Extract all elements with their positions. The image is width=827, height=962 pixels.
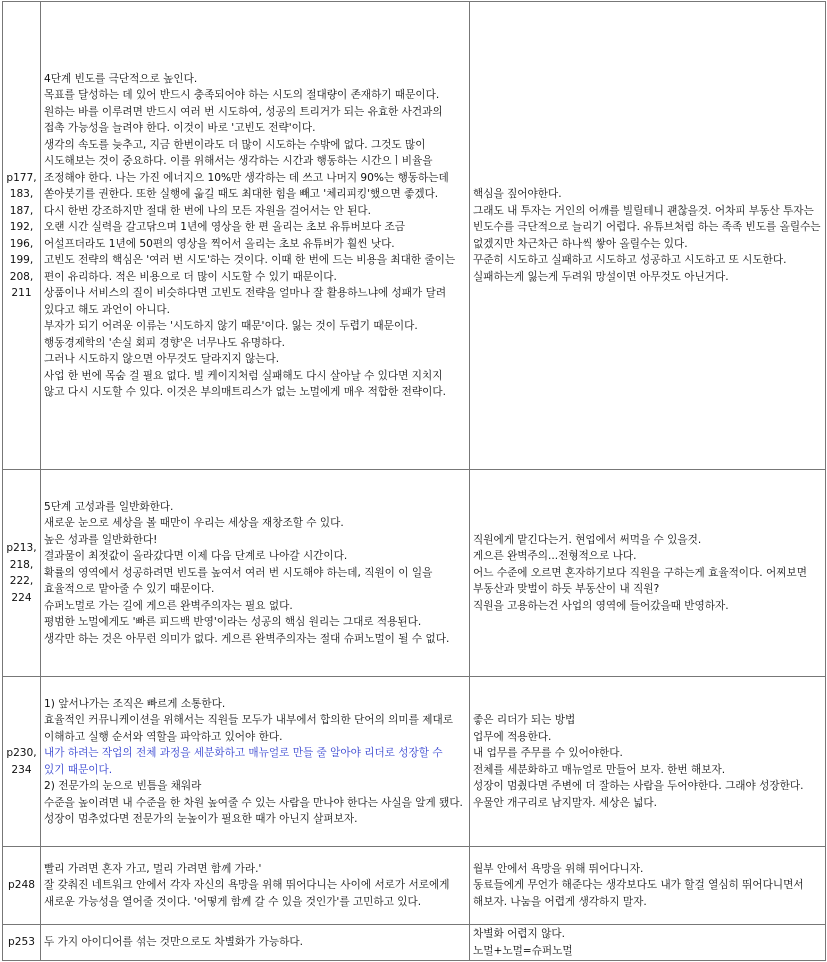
quote-line: 목표를 달성하는 데 있어 반드시 충족되어야 하는 시도의 절대량이 존재하기 때문이다.	[44, 89, 440, 101]
quote-line: 효율적인 커뮤니케이션을 위해서는 직원들 모두가 내부에서 합의한 단어의 의미를 제대로 이해하고 실행 순서와 역할을 파악하고 있어야 한다.	[44, 714, 453, 743]
quote-cell	[41, 677, 470, 847]
quote-cell	[41, 847, 470, 925]
note-cell	[470, 677, 826, 847]
quote-line: 빨리 가려면 혼자 가고, 멀리 가려면 함께 가라.'	[44, 862, 262, 875]
quote-cell	[41, 470, 470, 677]
quote-line: 높은 성과를 일반화한다!	[44, 533, 158, 546]
note-cell	[470, 847, 826, 925]
quote-line: 수준을 높이려면 내 수준을 한 차원 높여줄 수 있는 사람을 만나야 한다는 사실을 알게 됐다.	[44, 796, 463, 809]
page-ref-cell: p177, 183, 187, 192, 196, 199, 208, 211	[3, 2, 41, 470]
quote-line: 잘 갖춰진 네트워크 안에서 각자 자신의 욕망을 위해 뛰어다니는 사이에 서로가 서로에게 새로운 가능성을 열어줄 것이다. '어떻게 함께 갈 수 있을 것인가'를 고민하고 있다.	[44, 879, 450, 908]
quote-line: 평범한 노멀에게도 '빠른 피드백 반영'이라는 성공의 핵심 원리는 그대로 적용된다.	[44, 616, 422, 629]
note-line: 게으른 완벽주의...전형적으로 나다.	[473, 550, 637, 563]
quote-line: 다시 한번 강조하지만 절대 한 번에 나의 모든 자원을 걸어서는 안 된다.	[44, 204, 371, 217]
table-row	[3, 847, 826, 925]
note-cell	[470, 925, 826, 961]
quote-line: 생각만 하는 것은 아무런 의미가 없다. 게으른 완벽주의자는 절대 슈퍼노멀이 될 수 없다.	[44, 632, 450, 645]
note-line: 핵심을 짚어야한다.	[473, 188, 562, 200]
highlighted-quote-line: 내가 하려는 작업의 전체 과정을 세분화하고 매뉴얼로 만들 줄 알아야 리더로 성장할 수 있기 때문이다.	[44, 747, 443, 776]
quote-line: 성장이 멈추었다면 전문가의 눈높이가 필요한 때가 아닌지 살펴보자.	[44, 813, 358, 825]
quote-cell	[41, 925, 470, 961]
note-cell	[470, 2, 826, 470]
note-line: 꾸준히 시도하고 실패하고 시도하고 성공하고 시도하고 또 시도한다.	[473, 254, 787, 266]
quote-line: 상품이나 서비스의 질이 비슷하다면 고빈도 전략을 얼마나 잘 활용하느냐에 성패가 달려 있다고 해도 과언이 아니다.	[44, 287, 447, 316]
note-line: 직원을 고용하는건 사업의 영역에 들어갔을때 반영하자.	[473, 599, 729, 612]
note-line: 직원에게 맡긴다는거. 현업에서 써먹을 수 있을것.	[473, 533, 702, 546]
note-line: 월부 안에서 욕망을 위해 뛰어다니자.	[473, 862, 644, 875]
page-ref-cell: p253	[3, 925, 41, 961]
table-row	[3, 925, 826, 961]
quote-line: 사업 한 번에 목숨 걸 필요 없다. 빌 케이지처럼 실패해도 다시 살아날 수 있다면 지치지 않고 다시 시도할 수 있다. 이것은 부의매트리스가 없는 노멀에게 매우 적합한 전략이다.	[44, 369, 446, 398]
quote-line: 생각의 속도를 늦추고, 지금 한번이라도 더 많이 시도하는 수밖에 없다. 그것도 많이 시도해보는 것이 중요하다. 이를 위해서는 생각하는 시간과 행동하는 시간으ㅣ비율을 조정해야 한다. 나는 가진 에너지으 10%만 생각하는 데 쓰고 나머지 90%는 행동하는데 쏟아붓기를 권한다. 또한 실행에 옮길 때도 최대한 힘을 빼고 '체리피킹'했으면 좋겠다.	[44, 138, 449, 200]
note-cell	[470, 470, 826, 677]
quote-line: 2) 전문가의 눈으로 빈틈을 채워라	[44, 780, 202, 792]
quote-line: 결과물이 최젓값이 올라갔다면 이제 다음 단계로 나아갈 시간이다.	[44, 550, 348, 563]
note-line: 업무에 적용한다.	[473, 730, 552, 743]
page-ref-cell: p248	[3, 847, 41, 925]
quote-line: 확률의 영역에서 성공하려면 빈도를 높여서 여러 번 시도해야 하는데, 직원이 이 일을 효율적으로 맡아줄 수 있기 때문이다.	[44, 566, 433, 596]
note-line: 그래도 내 투자는 거인의 어깨를 빌릴테니 괜찮을것. 어차피 부동산 투자는 빈도수를 극단적으로 늘리기 어렵다. 유튜브처럼 하는 족족 빈도를 올릴수는 없겠지만 차근차근 하나씩 쌓아 올릴수는 있다.	[473, 204, 821, 250]
quote-line: 두 가지 아이디어를 섞는 것만으로도 차별화가 가능하다.	[44, 936, 303, 949]
note-line: 좋은 리더가 되는 방법	[473, 714, 576, 726]
note-line: 어느 수준에 오르면 혼자하기보다 직원을 구하는게 효율적이다. 어찌보면 부동산과 맞벌이 하듯 부동산이 내 직원?	[473, 566, 807, 596]
table-row	[3, 677, 826, 847]
reading-notes-table	[2, 1, 826, 961]
note-line: 동료들에게 무언가 해준다는 생각보다도 내가 할걸 열심히 뛰어다니면서 해보자. 나눔을 어렵게 생각하지 말자.	[473, 879, 804, 908]
quote-line: 오랜 시간 실력을 갈고닦으며 1년에 영상을 한 편 올리는 초보 유튜버보다 조금 어설프더라도 1년에 50편의 영상을 찍어서 올리는 초보 유튜버가 훨씬 낫다.	[44, 221, 406, 250]
note-line: 노멀+노멀=슈퍼노멀	[473, 944, 573, 957]
quote-line: 4단계 빈도를 극단적으로 높인다.	[44, 72, 198, 85]
quote-line: 그러나 시도하지 않으면 아무것도 달라지지 않는다.	[44, 353, 280, 365]
quote-line: 5단계 고성과를 일반화한다.	[44, 500, 174, 513]
note-line: 성장이 멈췄다면 주변에 더 잘하는 사람을 두어야한다. 그래야 성장한다. 우물안 개구리로 남지말자. 세상은 넓다.	[473, 780, 804, 809]
quote-line: 원하는 바를 이루려면 반드시 여러 번 시도하여, 성공의 트리거가 되는 유효한 사건과의 접촉 가능성을 늘려야 한다. 이것이 바로 '고빈도 전략'이다.	[44, 105, 443, 134]
quote-line: 새로운 눈으로 세상을 볼 때만이 우리는 세상을 재창조할 수 있다.	[44, 517, 344, 530]
quote-line: 1) 앞서나가는 조직은 빠르게 소통한다.	[44, 697, 226, 710]
table-row	[3, 470, 826, 677]
quote-cell	[41, 2, 470, 470]
quote-line: 슈퍼노멀로 가는 길에 게으른 완벽주의자는 필요 없다.	[44, 599, 293, 612]
page-ref-cell: p213, 218, 222, 224	[3, 470, 41, 677]
note-line: 실패하는게 잃는게 두려워 망설이면 아무것도 아닌거다.	[473, 270, 729, 283]
note-line: 내 업무를 주무를 수 있어야한다.	[473, 747, 623, 759]
note-line: 차별화 어렵지 않다.	[473, 928, 565, 940]
quote-line: 고빈도 전략의 핵심은 '여러 번 시도'하는 것이다. 이때 한 번에 드는 비용을 최대한 줄이는 편이 유리하다. 적은 비용으로 더 많이 시도할 수 있기 때문이다.	[44, 254, 456, 283]
quote-line: 부자가 되기 어려운 이류는 '시도하지 않기 때문'이다. 잃는 것이 두렵기 때문이다. 행동경제학의 '손실 회피 경향'은 너무나도 유명하다.	[44, 320, 418, 349]
table-row	[3, 2, 826, 470]
note-line: 전체를 세분화하고 매뉴얼로 만들어 보자. 한번 해보자.	[473, 763, 726, 776]
page-ref-cell: p230, 234	[3, 677, 41, 847]
